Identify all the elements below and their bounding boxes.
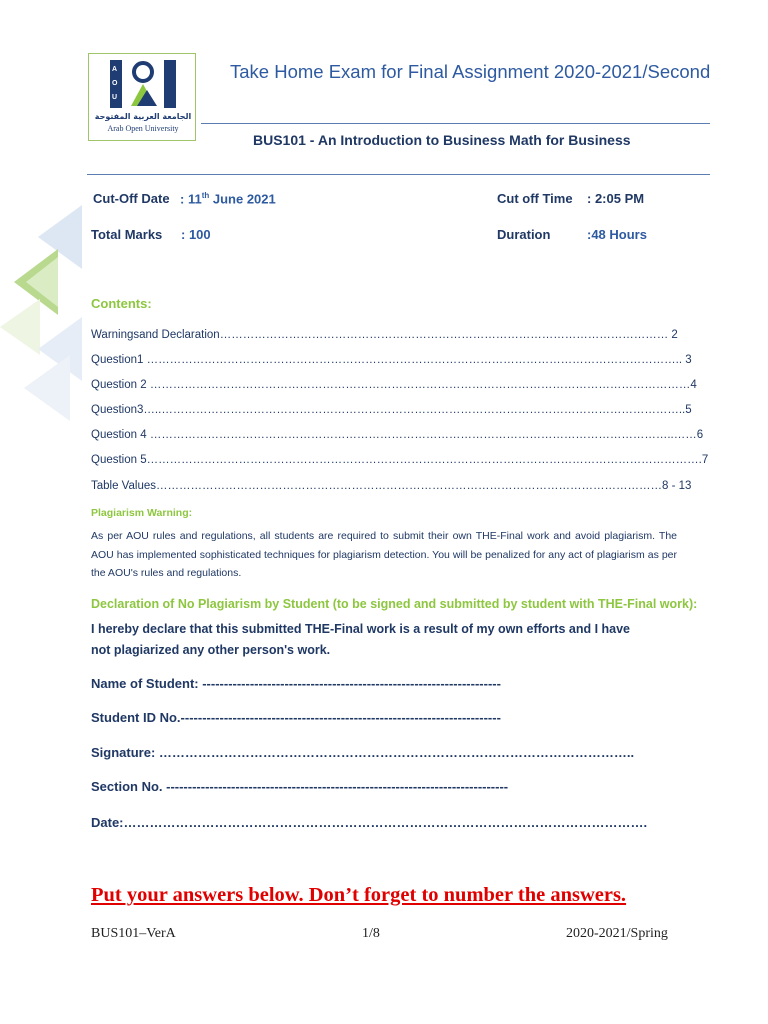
logo-letter-u: U [112,94,118,101]
answer-instruction: Put your answers below. Don’t forget to number the answers. [91,884,627,906]
signature-field[interactable]: Signature: ……………………………………………………………………………………………….. [91,745,635,760]
total-marks-value: : 100 [181,227,211,242]
date-field[interactable]: Date:…………………………………………………………………………………………………………. [91,815,648,830]
student-id-field[interactable]: Student ID No.-------------------------------------------------------------------------- [91,710,501,725]
toc-item-question-2[interactable]: Question 2 ……………………………………………………………………………………………………………………………4 [91,379,697,391]
cutoff-date-value: : 11th June 2021 [180,191,276,207]
course-title: BUS101 - An Introduction to Business Math for Business [253,132,631,148]
cutoff-date-label: Cut-Off Date [93,191,170,206]
toc-item-question-4[interactable]: Question 4 ………………………………………………………………………………………………………………………..……6 [91,429,704,441]
header-rule-top [201,123,710,124]
footer-semester: 2020-2021/Spring [566,926,668,941]
logo-letter-a: A [112,66,118,73]
duration-value: :48 Hours [587,227,647,242]
header-rule-bottom [87,174,710,175]
logo-arabic-name: الجامعة العربية المفتوحة [94,112,192,121]
toc-item-warnings[interactable]: Warningsand Declaration……………………………………………………………………………………………………… 2 [91,329,678,341]
declaration-text: I hereby declare that this submitted THE-Final work is a result of my own efforts and I have not plagiarized any other person's work. [91,622,631,657]
student-name-field[interactable]: Name of Student: --------------------------------------------------------------------- [91,676,501,691]
toc-item-table-values[interactable]: Table Values……………………………………………………………………………………………………………………8 - 13 [91,480,692,492]
footer-course-version: BUS101–VerA [91,926,176,941]
total-marks-label: Total Marks [91,227,163,242]
plagiarism-warning-heading: Plagiarism Warning: [91,507,193,519]
logo-emblem [107,60,179,110]
plagiarism-warning-text: As per AOU rules and regulations, all students are required to submit their own THE-Final work and avoid plagiarism. The AOU has implemented sophisticated techniques for plagiarism detection. You will be penalized for any act of plagiarism as per the AOU's rules and regulations. [91,530,677,579]
section-number-field[interactable]: Section No. ------------------------------------------------------------------------------- [91,779,509,794]
logo-english-name: Arab Open University [107,124,179,133]
footer-page-number: 1/8 [362,926,380,941]
toc-item-question-1[interactable]: Question1 ………………………………………………………………………………………………………………………….. 3 [91,354,692,366]
university-logo [88,53,196,141]
exam-title: Take Home Exam for Final Assignment 2020-2021/Second [230,61,711,82]
toc-item-question-5[interactable]: Question 5……………………………………………………………………………………………………………………………….7 [91,454,709,466]
toc-item-question-3[interactable]: Question3…..………………………………………………………………………………………………………………………..5 [91,404,692,416]
decorative-triangles [0,205,90,435]
contents-heading: Contents: [91,296,152,311]
duration-label: Duration [497,227,551,242]
cutoff-time-label: Cut off Time [497,191,573,206]
cutoff-time-value: : 2:05 PM [587,191,645,206]
logo-letter-o: O [112,80,118,87]
declaration-heading: Declaration of No Plagiarism by Student (to be signed and submitted by student with THE-Final work): [91,597,698,611]
